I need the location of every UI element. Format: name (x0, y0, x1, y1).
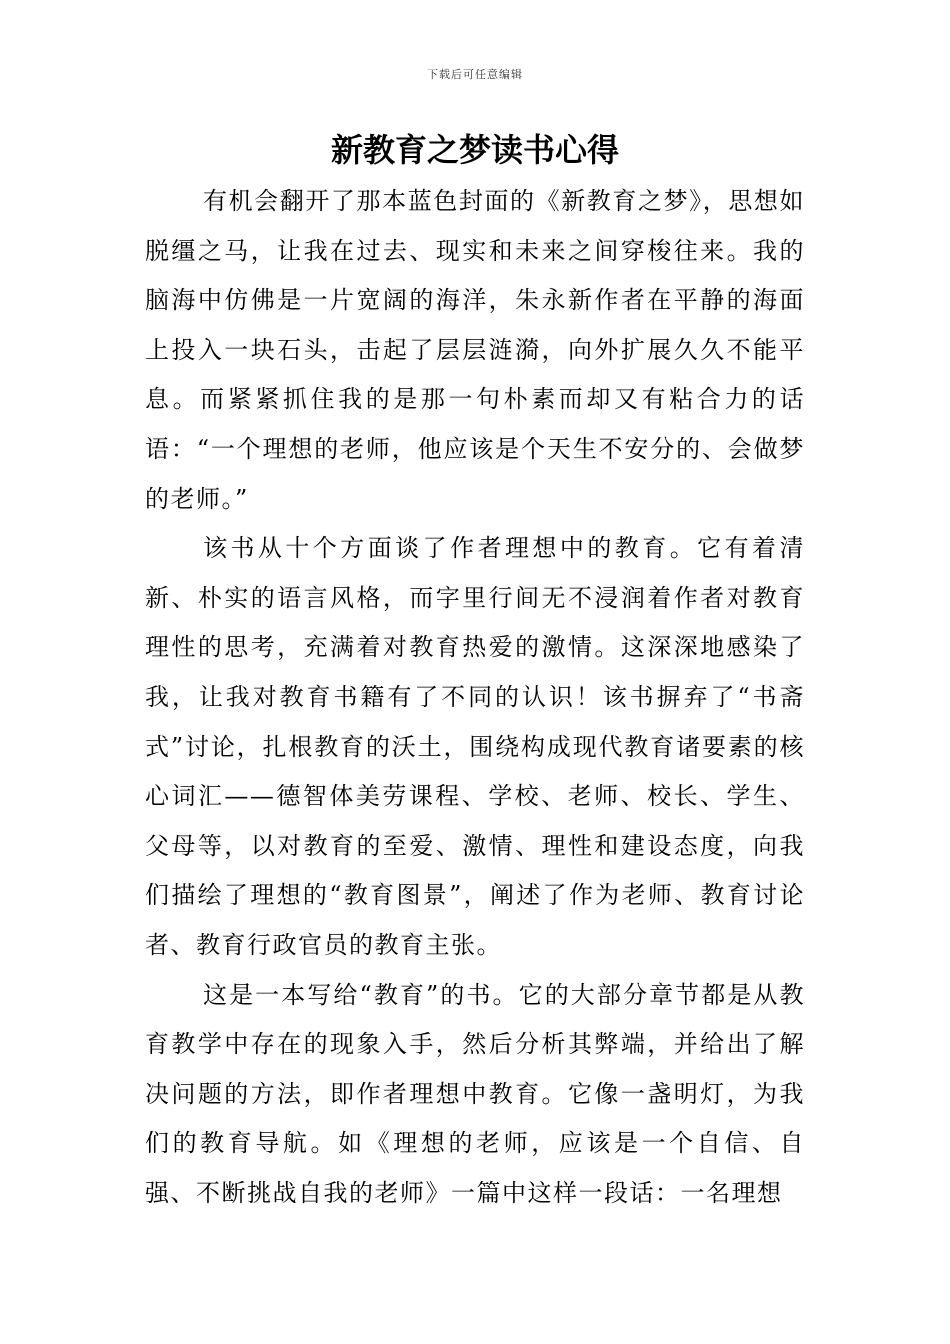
paragraph: 有机会翻开了那本蓝色封面的《新教育之梦》，思想如脱缰之马，让我在过去、现实和未来之间穿梭往来。我的脑海中仿佛是一片宽阔的海洋，朱永新作者在平静的海面上投入一块石头，击起了层层涟漪，向外扩展久久不能平息。而紧紧抓住我的是那一句朴素而却又有粘合力的话语：“一个理想的老师，他应该是个天生不安分的、会做梦的老师。” (145, 187, 805, 513)
paragraph: 该书从十个方面谈了作者理想中的教育。它有着清新、朴实的语言风格，而字里行间无不浸润着作者对教育理性的思考，充满着对教育热爱的激情。这深深地感染了我，让我对教育书籍有了不同的认识！该书摒弃了“书斋式”讨论，扎根教育的沃土，围绕构成现代教育诸要素的核心词汇——德智体美劳课程、学校、老师、校长、学生、父母等，以对教育的至爱、激情、理性和建设态度，向我们描绘了理想的“教育图景”，阐述了作为老师、教育讨论者、教育行政官员的教育主张。 (145, 534, 805, 959)
page-header-note: 下载后可任意编辑 (427, 68, 523, 81)
paragraph: 这是一本写给“教育”的书。它的大部分章节都是从教育教学中存在的现象入手，然后分析其弊端，并给出了解决问题的方法，即作者理想中教育。它像一盏明灯，为我们的教育导航。如《理想的老师，应该是一个自信、自强、不断挑战自我的老师》一篇中这样一段话：一名理想 (145, 980, 805, 1207)
document-title: 新教育之梦读书心得 (330, 131, 619, 169)
document-body (145, 177, 805, 1218)
